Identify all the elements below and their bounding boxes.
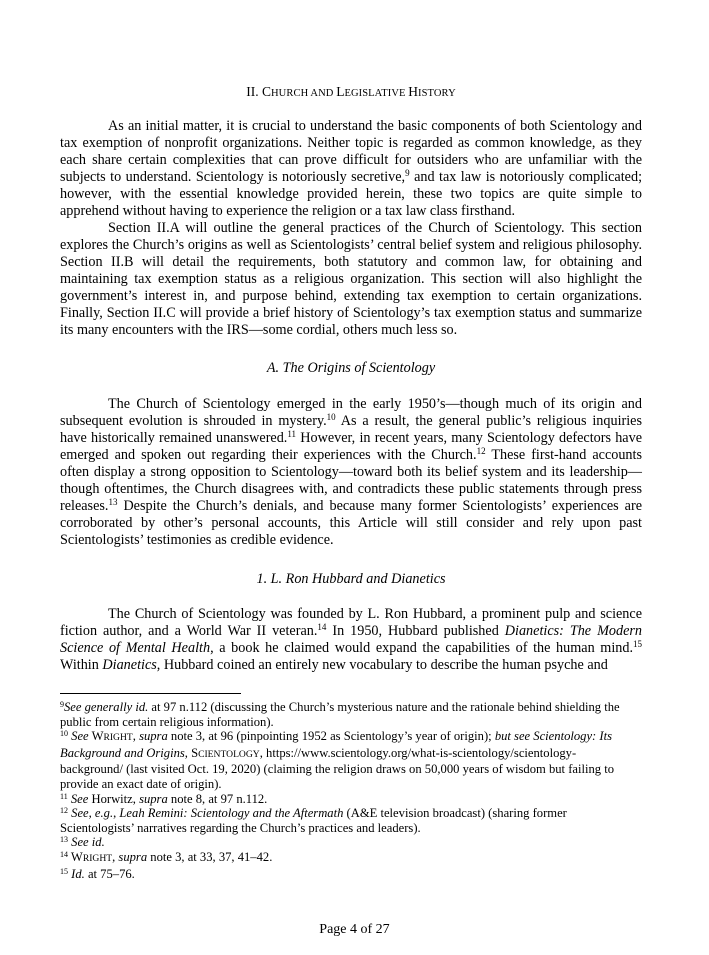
- footnote-ref-13[interactable]: 13: [108, 497, 118, 507]
- heading-numeral: II.: [246, 84, 262, 99]
- hubbard-paragraph: The Church of Scientology was founded by L. Ron Hubbard, a prominent pulp and science fiction author, and a World War II veteran.$^{14}$ In 1950, Hubbard published Dianetics: The Modern Science of Mental Health, a book he claimed would expand the capabilities of the human mind.$^{15}$ Within Dianetics, Hubbard coined an entirely new vocabulary to describe the human psyche and: [60, 606, 643, 673]
- footnote-9: $^9$See generally id. at 97 n.112 (discussing the Church’s mysterious nature and the rationale behind shielding the public from certain religious information).: [60, 700, 620, 729]
- subsection-1-body: [60, 606, 642, 674]
- footnote-ref-9[interactable]: 9: [405, 168, 410, 178]
- footnote-14: $^{14}$ WRIGHT, supra note 3, at 33, 37, 41–42.: [60, 849, 273, 864]
- intro-section: [60, 118, 642, 339]
- section-heading: [60, 83, 642, 102]
- source-url-text: , https://www.scientology.org/what-is-scientology/scientology-background/ (last visited Oct. 19, 2020) (claiming the religion draws on 50,000 years of wisdom but failing to provide an exact date of origin).: [60, 745, 615, 791]
- subsection-a-body: [60, 396, 642, 549]
- footnotes: [60, 700, 620, 881]
- book-title-short: Dianetics: [102, 657, 157, 673]
- intro-paragraph-2: Section II.A will outline the general practices of the Church of Scientology. This section explores the Church’s origins as well as Scientologists’ central belief system and religious philosophy. Section II.B will detail the requirements, both statutory and common law, for obtaining and maintaining tax exemption status as a religious organization. This section will also highlight the government’s interest in, and purpose behind, extending tax exemption to certain organizations. Finally, Section II.C will provide a brief history of Scientology’s tax exemption status and summarize its many encounters with the IRS—some cordial, others much less so.: [60, 220, 642, 338]
- origins-paragraph: The Church of Scientology emerged in the early 1950’s—though much of its origin and subsequent evolution is shrouded in mystery.$^{10}$ As a result, the general public’s religious inquiries have historically remained unanswered.$^{11}$ However, in recent years, many Scientology defectors have emerged and spoken out regarding their experiences with the Church.$^{12}$ These first-hand accounts often display a strong opposition to Scientology—toward both its belief system and its leadership—though oftentimes, the Church disagrees with, and contradicts these public statements through press releases.$^{13}$ Despite the Church’s denials, and because many former Scientologists’ experiences are corroborated by other’s personal accounts, this Article will still consider and rely upon past Scientologists’ testimonies as credible evidence.: [60, 396, 643, 548]
- footnote-ref-15[interactable]: 15: [633, 639, 643, 649]
- footnote-ref-10[interactable]: 10: [326, 412, 336, 422]
- footnote-11: $^{11}$ See Horwitz, supra note 8, at 97 n.112.: [60, 791, 268, 806]
- footnote-10: $^{10}$ See WRIGHT, supra note 3, at 96 (pinpointing 1952 as Scientology’s year of origin); but see Scientology: Its Background and Origins, SCIENTOLOGY, https://www.scientology.org/what-is-scientology/scientology-background/ (last visited Oct. 19, 2020) (claiming the religion draws on 50,000 years of wisdom but failing to provide an exact date of origin).: [60, 729, 615, 791]
- intro-paragraph-1: As an initial matter, it is crucial to understand the basic components of both Scientology and tax exemption of nonprofit organizations. Neither topic is regarded as common knowledge, as they each share certain complexities that can prove difficult for outsiders who are unfamiliar with the subjects to understand. Scientology is notoriously secretive,$^9$ and tax law is notoriously complicated; however, with the essential knowledge provided herein, these two topics are quite simple to apprehend without having to experience the religion or a tax law class firsthand.: [60, 118, 643, 219]
- footnote-12: $^{12}$ See, e.g., Leah Remini: Scientology and the Aftermath (A&E television broadcast) (sharing former Scientologists’ narratives regarding the Church’s practices and leaders).: [60, 806, 567, 835]
- heading-word-history: HISTORY: [408, 84, 456, 99]
- footnote-ref-14[interactable]: 14: [317, 622, 327, 632]
- footnote-13: $^{13}$ See id.: [60, 835, 105, 850]
- footnote-15: $^{15}$ Id. at 75–76.: [60, 866, 135, 881]
- book-title: Dianetics: The Modern Science of Mental Health: [60, 623, 642, 656]
- footnote-ref-12[interactable]: 12: [476, 446, 486, 456]
- subsection-a-title: A. The Origins of Scientology: [266, 360, 436, 376]
- subsection-1-title: 1. L. Ron Hubbard and Dianetics: [256, 571, 446, 587]
- footnote-ref-11[interactable]: 11: [287, 429, 297, 439]
- footnote-separator: [60, 693, 241, 694]
- heading-word-church: CHURCH AND: [261, 84, 337, 99]
- heading-word-legislative: LEGISLATIVE: [336, 84, 409, 99]
- page-number: Page 4 of 27: [319, 922, 390, 937]
